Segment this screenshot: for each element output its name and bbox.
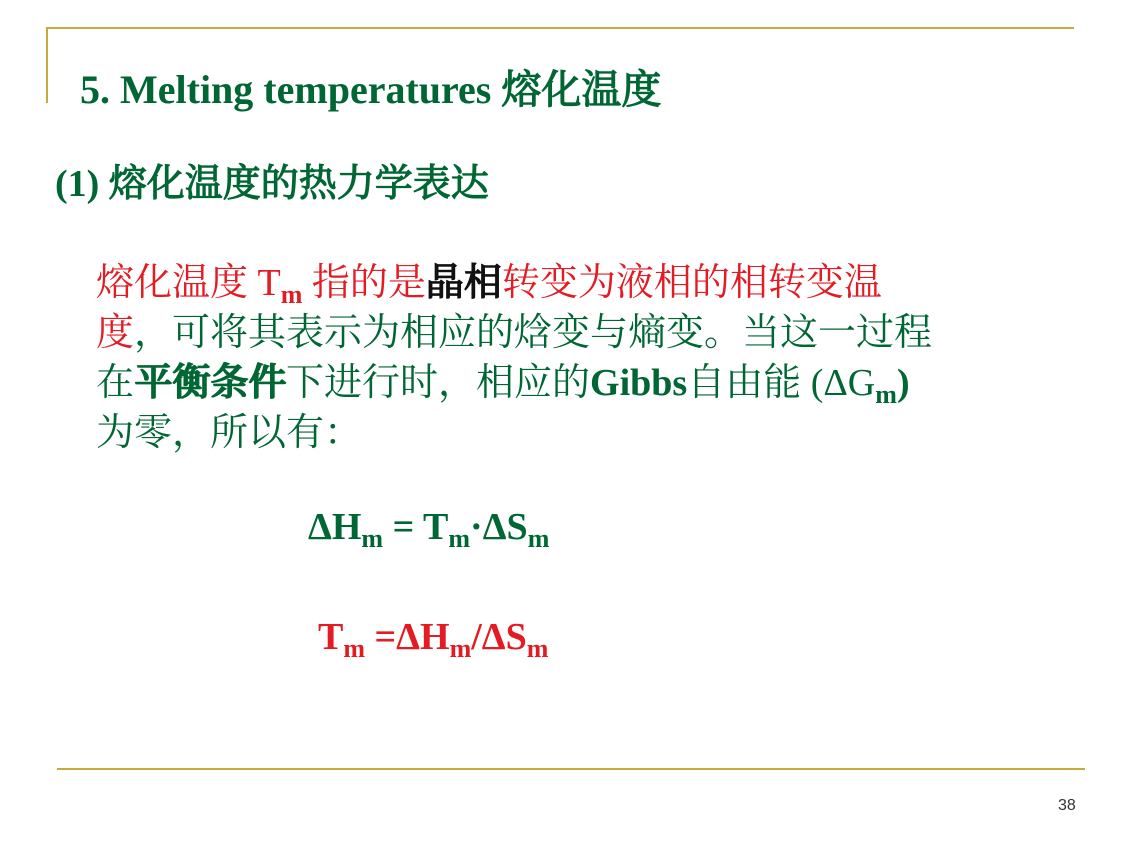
subscript-m: m: [526, 634, 549, 663]
eq1-delta-h: ΔH: [308, 506, 362, 548]
paragraph-line-1: [96, 258, 1096, 308]
text-free-energy: 自由能 (ΔG: [687, 362, 876, 404]
subscript-m: m: [527, 524, 550, 553]
eq1-delta-s: ·ΔS: [470, 506, 528, 548]
slide-title: 5. Melting temperatures 熔化温度: [80, 67, 662, 112]
text-close-paren: ): [896, 362, 910, 404]
text-enthalpy-entropy: ，可将其表示为相应的焓变与熵变。当这一过程: [134, 312, 933, 354]
text-proceeds: 下进行时，相应的: [286, 362, 591, 404]
highlight-crystal-phase: 晶相: [425, 262, 502, 304]
equation-enthalpy: [308, 505, 550, 553]
text-zai: 在: [96, 362, 135, 404]
subscript-m: m: [448, 524, 471, 553]
text-refers-to: 指的是: [302, 262, 426, 304]
paragraph-line-4: [96, 408, 1096, 458]
eq2-over-delta-s: /ΔS: [471, 616, 527, 658]
body-paragraph: [96, 258, 1096, 458]
equation-melting-temp: [318, 615, 549, 663]
subscript-m: m: [280, 280, 303, 309]
bottom-rule: [57, 768, 1085, 770]
page-number: 38: [1058, 797, 1076, 814]
eq2-t: T: [318, 616, 344, 658]
left-rule: [46, 27, 48, 103]
text-melting-temp: 熔化温度 T: [96, 262, 281, 304]
text-du: 度: [96, 312, 135, 354]
text-zero: 为零，所以有：: [96, 412, 363, 454]
emphasis-equilibrium: 平衡条件: [134, 362, 287, 404]
paragraph-line-2: [96, 308, 1096, 358]
section-subtitle: (1) 熔化温度的热力学表达: [55, 163, 489, 205]
eq1-equals-t: = T: [383, 506, 449, 548]
subscript-m: m: [343, 634, 366, 663]
text-transition: 转变为液相的相转变温: [501, 262, 882, 304]
paragraph-line-3: [96, 358, 1096, 408]
subscript-m: m: [875, 380, 897, 409]
eq2-equals-delta-h: =ΔH: [365, 616, 450, 658]
text-gibbs: Gibbs: [590, 362, 688, 404]
subscript-m: m: [361, 524, 384, 553]
top-rule: [46, 27, 1074, 29]
subscript-m: m: [449, 634, 472, 663]
